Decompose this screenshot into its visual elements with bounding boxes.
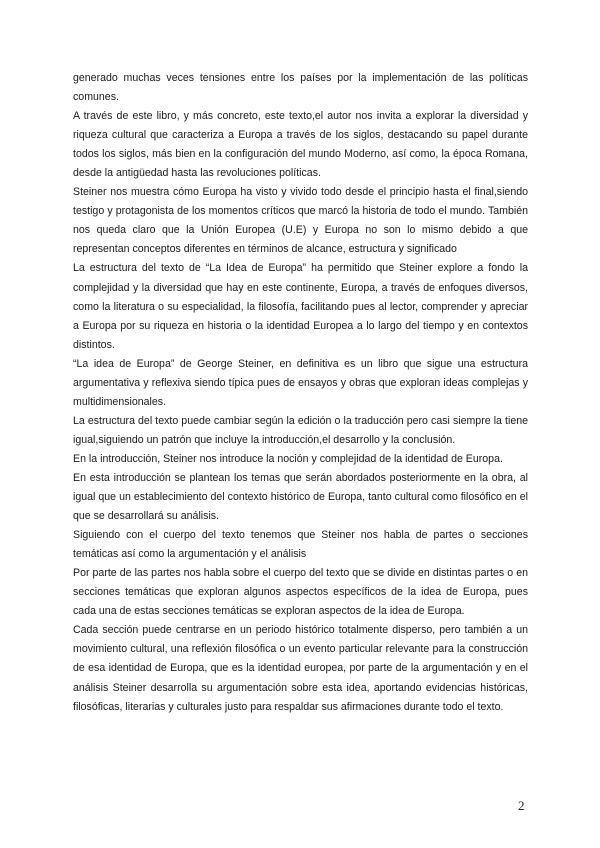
paragraph: La estructura del texto puede cambiar según la edición o la traducción pero casi siempre la tiene igual,siguiendo un patrón que incluye la introducción,el desarrollo y la conclusión. — [73, 414, 528, 446]
paragraph: A través de este libro, y más concreto, este texto,el autor nos invita a explorar la diversidad y riqueza cultural que caracteriza a Europa a través de los siglos, destacando su papel durante todos los siglos, más bien en la configuración del mundo Moderno, así como, la época Romana, desde la antigüedad hasta las revoluciones políticas. — [73, 110, 528, 180]
paragraph: “La idea de Europa” de George Steiner, en definitiva es un libro que sigue una estructura argumentativa y reflexiva siendo típica pues de ensayos y obras que exploran ideas complejas y multidimensionales. — [73, 357, 528, 408]
paragraph: Cada sección puede centrarse en un periodo histórico totalmente disperso, pero también a un movimiento cultural, una reflexión filosófica o un evento particular relevante para la construcción de esa identidad de Europa, que es la identidad europea, por parte de la argumentación y en el análisis Steiner desarrolla su argumentación sobre esta idea, aportando evidencias históricas, filosóficas, literarias y culturales justo para respaldar sus afirmaciones durante todo el texto. — [73, 624, 528, 713]
paragraph: La estructura del texto de “La Idea de Europa” ha permitido que Steiner explore a fondo la complejidad y la diversidad que hay en este continente, Europa, a través de enfoques diversos, como la literatura o su especialidad, la filosofía, facilitando pues al lector, comprender y apreciar a Europa por su riqueza en historia o la identidad Europea a lo largo del tiempo y en contextos distintos. — [73, 262, 528, 351]
body-text — [73, 69, 528, 717]
paragraph: Por parte de las partes nos habla sobre el cuerpo del texto que se divide en distintas partes o en secciones temáticas que exploran algunos aspectos específicos de la idea de Europa, pues cada una de estas secciones temáticas se exploran aspectos de la idea de Europa. — [73, 567, 528, 618]
paragraph: En esta introducción se plantean los temas que serán abordados posteriormente en la obra, al igual que un establecimiento del contexto histórico de Europa, tanto cultural como filosófico en el que se desarrollará su análisis. — [73, 471, 528, 523]
paragraph: Steiner nos muestra cómo Europa ha visto y vivido todo desde el principio hasta el final,siendo testigo y protagonista de los momentos críticos que marcó la historia de todo el mundo. También nos queda claro que la Unión Europea (U.E) y Europa no son lo mismo debido a que representan conceptos diferentes en términos de alcance, estructura y significado — [73, 186, 528, 256]
paragraph: Siguiendo con el cuerpo del texto tenemos que Steiner nos habla de partes o secciones temáticas así como la argumentación y el análisis — [73, 529, 528, 561]
page-number: 2 — [518, 798, 525, 813]
paragraph: generado muchas veces tensiones entre los países por la implementación de las políticas comunes. — [73, 72, 528, 104]
paragraph: En la introducción, Steiner nos introduce la noción y complejidad de la identidad de Europa. — [73, 452, 503, 465]
